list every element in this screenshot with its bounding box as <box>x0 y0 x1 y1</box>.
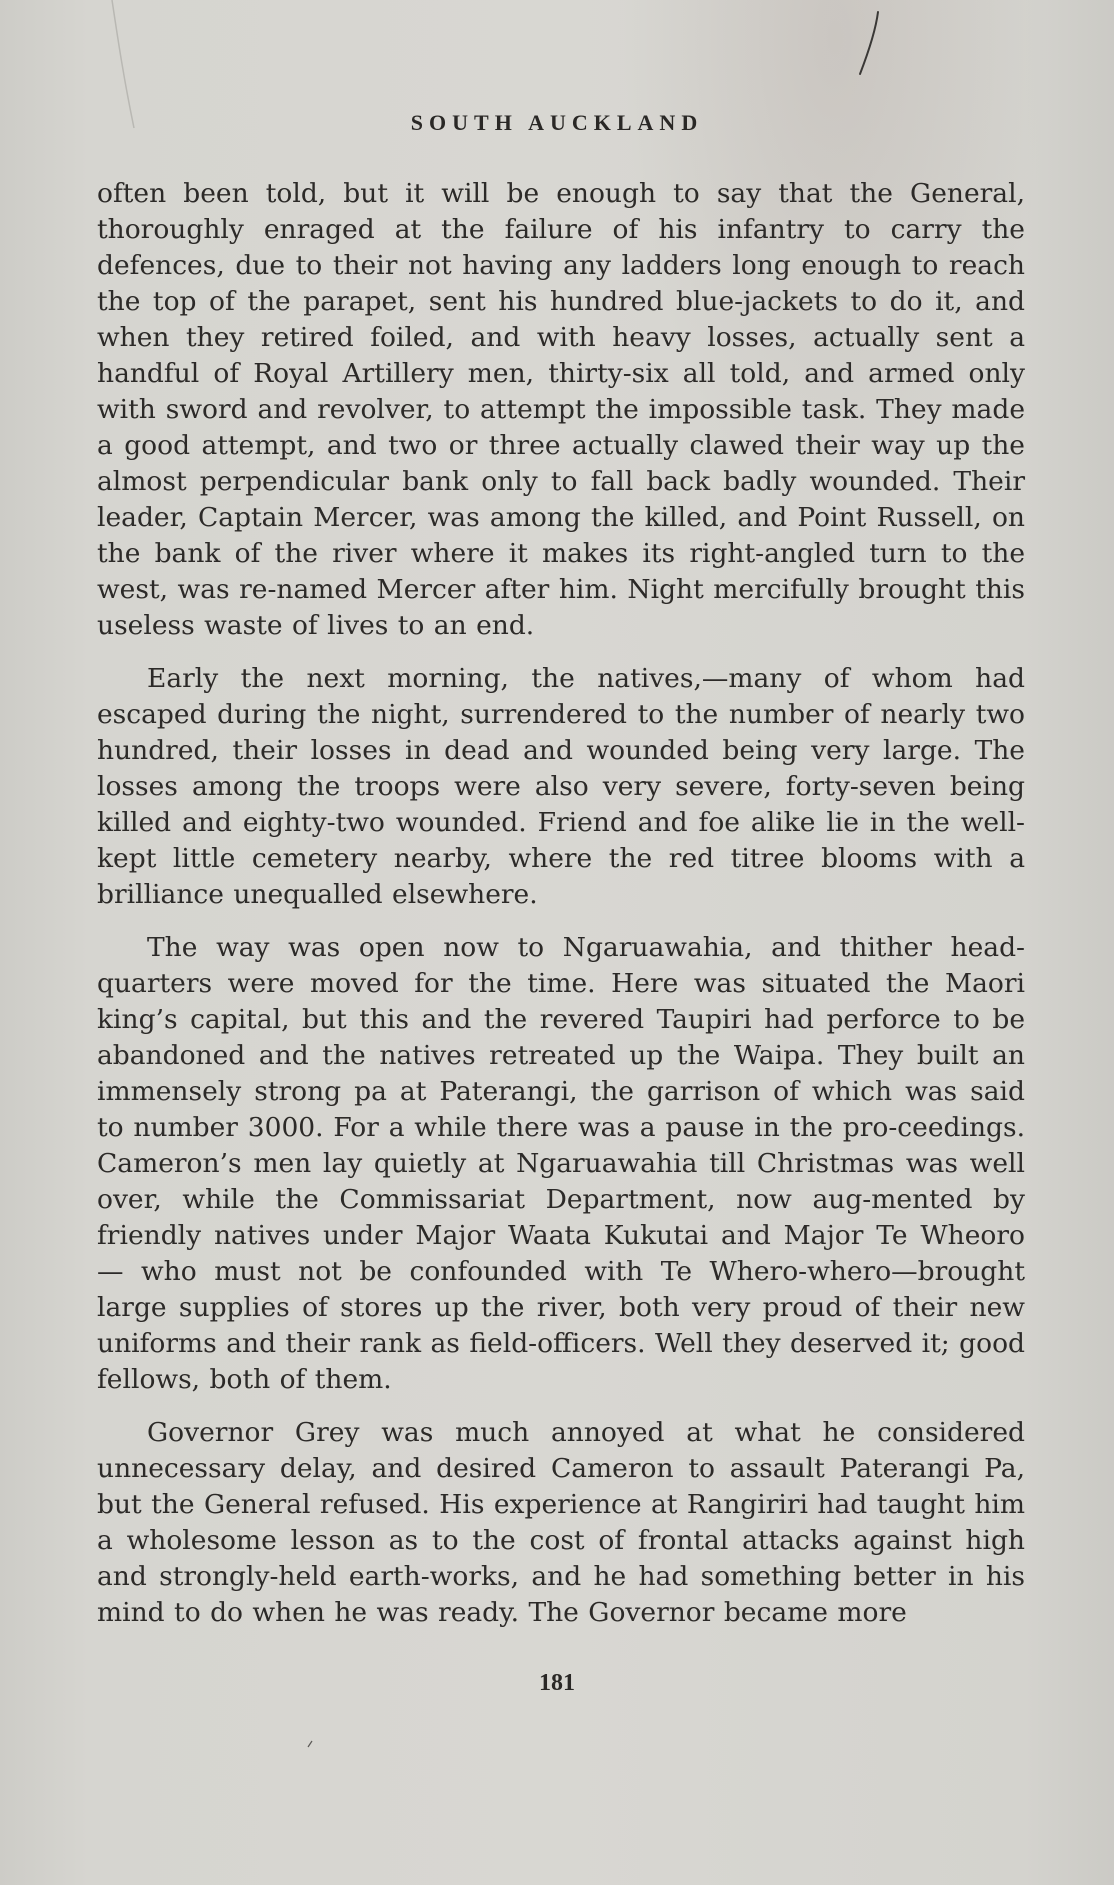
body-text <box>97 176 1025 1648</box>
paragraph-1: often been told, but it will be enough to say that the General, thoroughly enraged at the failure of his infantry to carry the defences, due to their not having any ladders long enough to reach the top of the parapet, sent his hundred blue-jackets to do it, and when they retired foiled, and with heavy losses, actually sent a handful of Royal Artillery men, thirty-six all told, and armed only with sword and revolver, to attempt the impossible task. They made a good attempt, and two or three actually clawed their way up the almost perpendicular bank only to fall back badly wounded. Their leader, Captain Mercer, was among the killed, and Point Russell, on the bank of the river where it makes its right-angled turn to the west, was re-named Mercer after him. Night mercifully brought this useless waste of lives to an end. <box>97 178 1025 641</box>
running-head: SOUTH AUCKLAND <box>410 110 704 135</box>
ink-speck-icon <box>306 1740 314 1748</box>
page-number: 181 <box>539 1670 575 1696</box>
paragraph-4: Governor Grey was much annoyed at what he considered unnecessary delay, and desired Cameron to assault Paterangi Pa, but the General refused. His experience at Rangiriri had taught him a wholesome lesson as to the cost of frontal attacks against high and strongly-held earth-works, and he had something better in his mind to do when he was ready. The Governor became more <box>97 1417 1025 1628</box>
paragraph-3: The way was open now to Ngaruawahia, and thither head-quarters were moved for the time. Here was situated the Maori king’s capital, but this and the revered Taupiri had perforce to be abandoned and the natives retreated up the Waipa. They built an immensely strong pa at Paterangi, the garrison of which was said to number 3000. For a while there was a pause in the pro-ceedings. Cameron’s men lay quietly at Ngaruawahia till Christmas was well over, while the Commissariat Department, now aug-mented by friendly natives under Major Waata Kukutai and Major Te Wheoro — who must not be confounded with Te Whero-whero—brought large supplies of stores up the river, both very proud of their new uniforms and their rank as field-officers. Well they deserved it; good fellows, both of them. <box>97 932 1025 1395</box>
paragraph-2: Early the next morning, the natives,—many of whom had escaped during the night, surrendered to the number of nearly two hundred, their losses in dead and wounded being very large. The losses among the troops were also very severe, forty-seven being killed and eighty-two wounded. Friend and foe alike lie in the well-kept little cemetery nearby, where the red titree blooms with a brilliance unequalled elsewhere. <box>97 663 1025 910</box>
pencil-mark-icon <box>848 8 888 80</box>
